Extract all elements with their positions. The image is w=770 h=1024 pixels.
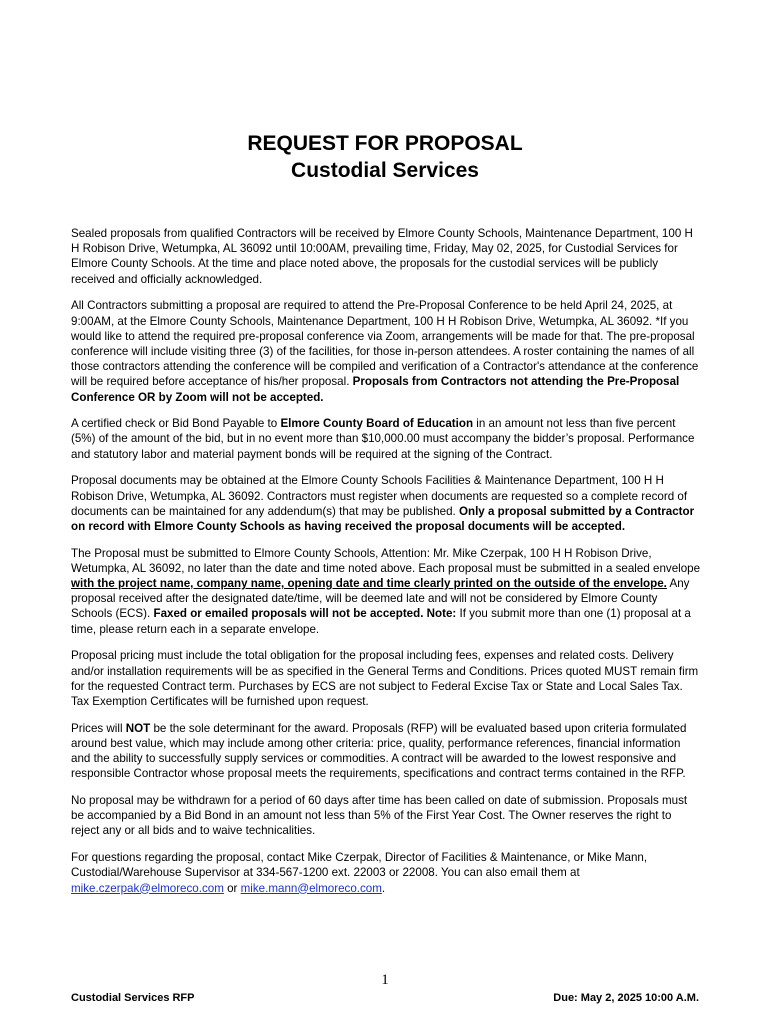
page-number: 1 bbox=[381, 972, 389, 988]
paragraph-sealed-proposals: Sealed proposals from qualified Contractors will be received by Elmore County Schools, Maintenance Department, 100 H H Robison Drive, Wetumpka, AL 36092 until 10:00AM, prevailing time, Friday, May 02, 2025, for Custodial Services for Elmore County Schools. At the time and place noted above, the proposals for the custodial services will be publicly received and officially acknowledged. bbox=[71, 227, 693, 286]
paragraph-bid-bond: A certified check or Bid Bond Payable to Elmore County Board of Education in an amount not less than five percent (5%) of the amount of the bid, but in no event more than $10,000.00 must accompany the bidder’s proposal. Performance and statutory labor and material payment bonds will be required at the signing of the Contract. bbox=[71, 417, 695, 461]
board-name: Elmore County Board of Education bbox=[280, 417, 474, 431]
not-emphasis: NOT bbox=[125, 721, 151, 735]
footer-left: Custodial Services RFP bbox=[71, 992, 195, 1004]
document-body bbox=[71, 226, 701, 907]
footer-right: Due: May 2, 2025 10:00 A.M. bbox=[553, 992, 699, 1004]
fax-email-notice: Faxed or emailed proposals will not be accepted. Note: bbox=[153, 607, 457, 621]
paragraph-withdrawal: No proposal may be withdrawn for a period of 60 days after time has been called on date of submission. Proposals must be accompanied by a Bid Bond in an amount not less than 5% of the First Year Cost. The Owner reserves the right to reject any or all bids and to waive technicalities. bbox=[71, 794, 688, 838]
paragraph-submission: The Proposal must be submitted to Elmore County Schools, Attention: Mr. Mike Czerpak, 100 H H Robison Drive, Wetumpka, AL 36092, no later than the date and time noted above. Each proposal must be submitted in a sealed envelope with the project name, company name, opening date and time clearly printed on the outside of the envelope. Any proposal received after the designated date/time, will be deemed late and will not be considered by Elmore County Schools (ECS). Faxed or emailed proposals will not be accepted. Note: If you submit more than one (1) proposal at a time, please return each in a separate envelope. bbox=[71, 546, 701, 636]
paragraph-proposal-documents: Proposal documents may be obtained at the Elmore County Schools Facilities & Maintenance Department, 100 H H Robison Drive, Wetumpka, AL 36092. Contractors must register when documents are requested so a complete record of documents can be maintained for any addendum(s) that may be published. Only a proposal submitted by a Contractor on record with Elmore County Schools as having received the proposal documents will be accepted. bbox=[71, 474, 695, 533]
email-link-mann[interactable]: mike.mann@elmoreco.com bbox=[240, 881, 382, 895]
document-subtitle: Custodial Services bbox=[291, 159, 479, 182]
paragraph-evaluation: Prices will NOT be the sole determinant for the award. Proposals (RFP) will be evaluated based upon criteria formulated around best value, which may include among other criteria: price, quality, performance references, financial information and the ability to successfully supply services or commodities. A contract will be awarded to the lowest responsive and responsible Contractor whose proposal meets the requirements, specifications and contract terms contained in the RFP. bbox=[71, 721, 687, 781]
paragraph-contact: For questions regarding the proposal, contact Mike Czerpak, Director of Facilities & Maintenance, or Mike Mann, Custodial/Warehouse Supervisor at 334-567-1200 ext. 22003 or 22008. You can also email them at mike.czerpak@elmoreco.com or mike.mann@elmoreco.com. bbox=[71, 851, 648, 895]
paragraph-pre-proposal-conference: All Contractors submitting a proposal are required to attend the Pre-Proposal Conference to be held April 24, 2025, at 9:00AM, at the Elmore County Schools, Maintenance Department, 100 H H Robison Drive, Wetumpka, AL 36092. *If you would like to attend the required pre-proposal conference via Zoom, arrangements will be made for that. The pre-proposal conference will include visiting three (3) of the facilities, for those in-person attendees. A roster containing the names of all those contractors attending the conference will be compiled and verification of a Contractor's attendance at the conference will be required before acceptance of his/her proposal. Proposals from Contractors not attending the Pre-Proposal Conference OR by Zoom will not be accepted. bbox=[71, 299, 699, 404]
document-title: REQUEST FOR PROPOSAL bbox=[247, 132, 523, 155]
email-link-czerpak[interactable]: mike.czerpak@elmoreco.com bbox=[71, 881, 224, 895]
paragraph-pricing: Proposal pricing must include the total obligation for the proposal including fees, expenses and related costs. Delivery and/or installation requirements will be as specified in the General Terms and Conditions. Prices quoted MUST remain firm for the requested Contract term. Purchases by ECS are not subject to Federal Excise Tax or State and Local Sales Tax. Tax Exemption Certificates will be furnished upon request. bbox=[71, 649, 699, 708]
envelope-requirement: with the project name, company name, opening date and time clearly printed on the outside of the envelope. bbox=[71, 577, 667, 591]
conference-requirement-notice: Proposals from Contractors not attending the Pre-Proposal Conference OR by Zoom will not be accepted. bbox=[71, 375, 680, 404]
registration-notice: Only a proposal submitted by a Contractor on record with Elmore County Schools as having received the proposal documents will be accepted. bbox=[71, 504, 695, 533]
